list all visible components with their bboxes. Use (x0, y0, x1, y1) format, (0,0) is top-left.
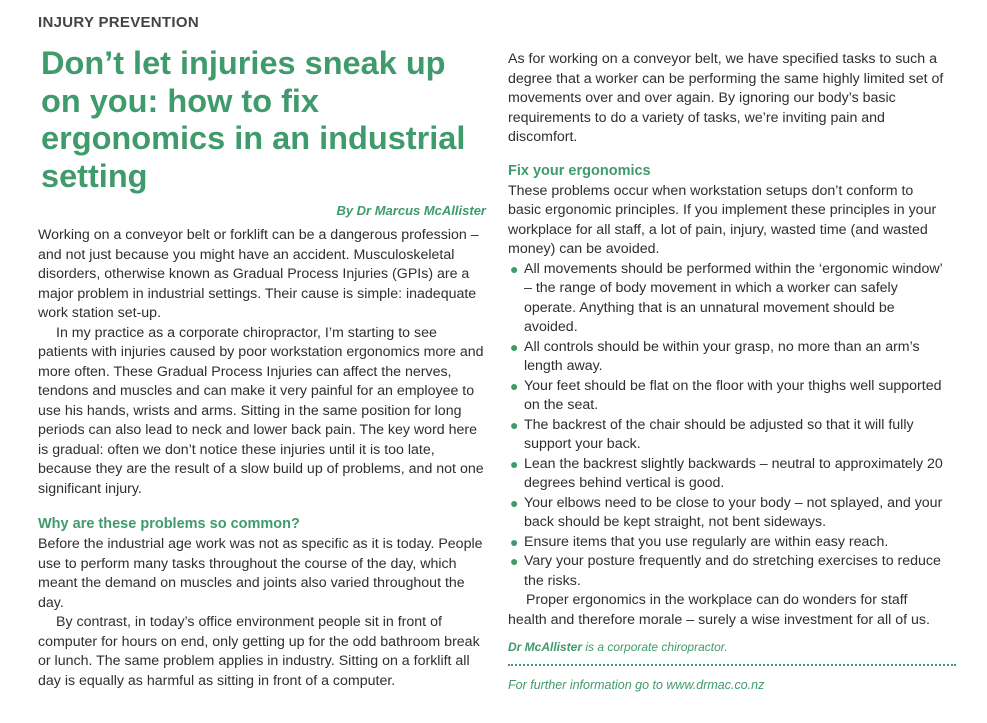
list-item-text: Ensure items that you use regularly are within easy reach. (524, 533, 889, 550)
closing-paragraph: Proper ergonomics in the workplace can do wonders for staff health and therefore morale – surely a wise investment for all of us. (508, 592, 930, 628)
bullet-icon: ● (510, 377, 519, 394)
list-item-text: The backrest of the chair should be adjusted so that it will fully support your back. (524, 416, 914, 452)
list-item-text: Your feet should be flat on the floor with your thighs well supported on the seat. (524, 377, 942, 413)
dotted-divider (508, 664, 956, 666)
bullet-icon: ● (510, 553, 519, 569)
left-column (38, 14, 486, 691)
list-item-text: Vary your posture frequently and do stretching exercises to reduce the risks. (524, 553, 941, 589)
list-item-text: Lean the backrest slightly backwards – neutral to approximately 20 degrees behind vertical is good. (524, 455, 943, 491)
paragraph: These problems occur when workstation setups don’t conform to basic ergonomic principles. If you implement these principles in your workplace for all staff, a lot of pain, injury, wasted time (and wasted money) can be avoided. (508, 182, 937, 257)
list-item (508, 416, 948, 455)
list-item-text: All controls should be within your grasp, no more than an arm’s length away. (524, 338, 920, 374)
ergonomic-tips-list (508, 260, 948, 592)
paragraph: In my practice as a corporate chiropractor, I’m starting to see patients with injuries caused by poor workstation ergonomics more and more often. These Gradual Process Injuries can affect the nerves, tendons and muscles and can make it very painful for an employee to use his hands, wrists and arms. Sitting in the same position for long periods can also lead to neck and lower back pain. The key word here is gradual: often we don’t notice these injuries until it is too late, because they are the result of a slow build up of problems, and not one significant injury. (38, 324, 484, 497)
list-item (508, 377, 948, 416)
bullet-icon: ● (510, 455, 519, 472)
subhead-why: Why are these problems so common? (38, 516, 300, 532)
paragraph: By contrast, in today’s office environment people sit in front of computer for hours on end, only getting up for the odd bathroom break or lunch. The same problem applies in industry. Sitting on a forklift all day is equally as harmful as sitting in front of a computer. (38, 614, 480, 689)
bullet-icon: ● (510, 338, 519, 355)
byline: By Dr Marcus McAllister (336, 203, 486, 218)
right-column (508, 50, 948, 692)
list-item (508, 260, 948, 338)
bullet-icon: ● (510, 533, 519, 550)
bullet-icon: ● (510, 260, 519, 277)
bleed-through-text (927, 8, 932, 26)
subhead-fix: Fix your ergonomics (508, 162, 651, 179)
paragraph: As for working on a conveyor belt, we have specified tasks to such a degree that a worker can be performing the same highly limited set of movements over and over again. By ignoring our body’s basic requirements to do a variety of tasks, we’re inviting pain and discomfort. (508, 51, 944, 145)
further-info: For further information go to www.drmac.co.nz (508, 678, 765, 692)
bullet-icon: ● (510, 494, 519, 511)
paragraph: Working on a conveyor belt or forklift can be a dangerous profession – and not just because you might have an accident. Musculoskeletal disorders, otherwise known as Gradual Process Injuries (GPIs) are a major problem in industrial settings. Their cause is simple: inadequate work station set-up. (38, 227, 479, 321)
list-item (508, 552, 948, 591)
list-item (508, 338, 948, 377)
author-note (508, 640, 948, 654)
list-item (508, 533, 948, 553)
list-item (508, 455, 948, 494)
list-item-text: All movements should be performed within the ‘ergonomic window’ – the range of body movement in which a worker can safely operate. Anything that is an unnatural movement should be avoided. (524, 260, 943, 335)
headline: Don’t let injuries sneak up on you: how to fix ergonomics in an industrial setting (41, 45, 466, 194)
list-item-text: Your elbows need to be close to your body – not splayed, and your back should be kept straight, not bent sideways. (524, 494, 943, 530)
list-item (508, 494, 948, 533)
author-name: Dr McAllister (508, 640, 583, 654)
bullet-icon: ● (510, 416, 519, 433)
section-tag: INJURY PREVENTION (38, 14, 199, 31)
author-role: is a corporate chiropractor. (582, 640, 728, 654)
paragraph: Before the industrial age work was not as specific as it is today. People use to perform many tasks throughout the course of the day, which meant the demand on muscles and joints also varied throughout the day. (38, 536, 483, 611)
